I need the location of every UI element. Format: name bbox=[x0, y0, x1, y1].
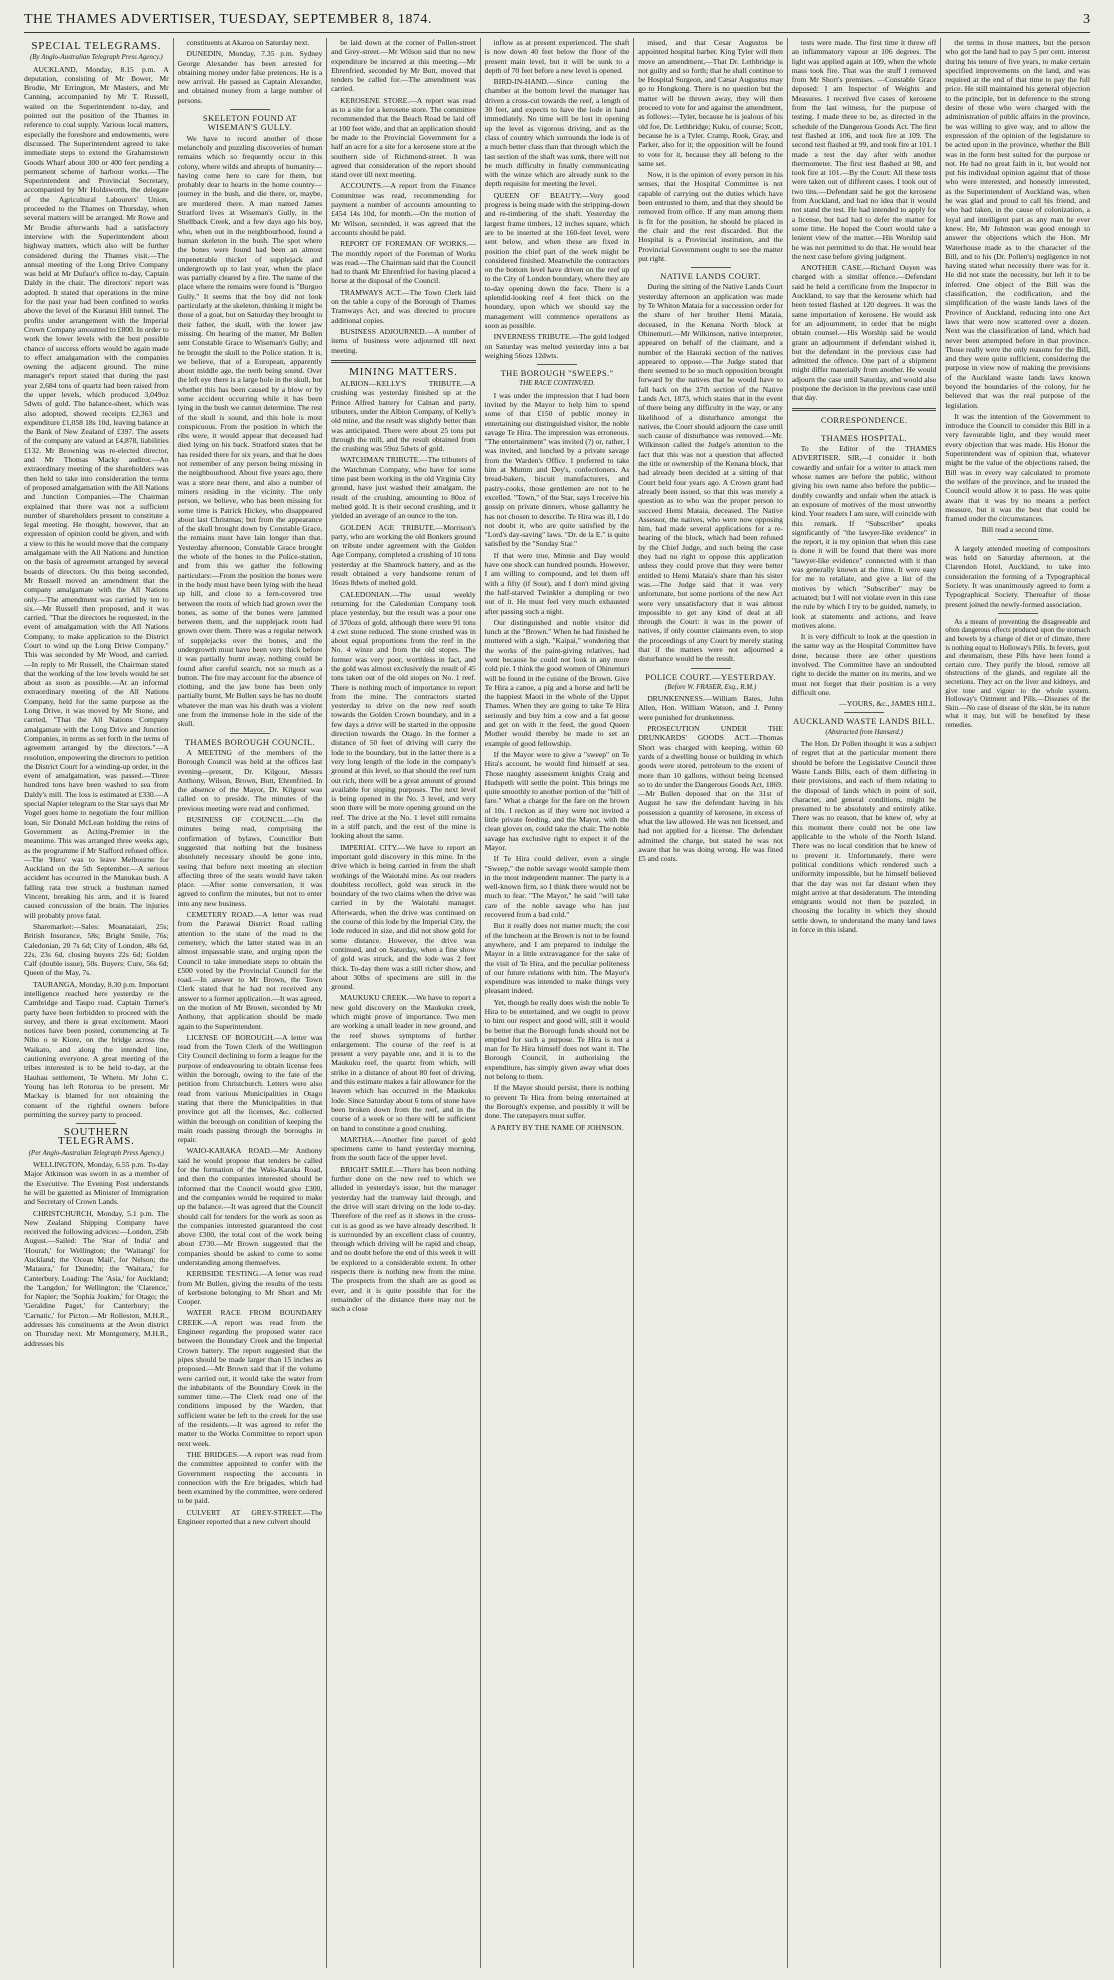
article-paragraph: BIRD-IN-HAND.—Since cutting the chamber at the bottom level the manager has driven a cross-cut towards the reef, a length of 30 feet, and expects to have the lode in hand immediately. No time will be lost in opening up the level as vigorous driving, and as the class of country which surrounds the lode is of a much better class than that through which the last section of the shaft was sunk, there will not be much difficulty in finally communicating with the winze which are already sunk to the depth requisite for meeting the level. bbox=[484, 77, 630, 189]
article-paragraph: But it really does not matter much; the cost of the luncheon at the Brown is not to be found anywhere, and I am prepared to indulge the Mayor in a little extravagance for the sake of the visit of Te Hira, and the peculiar politeness of our future relations with him. The Mayor's expenditure was intended to make things very pleasant indeed. bbox=[484, 921, 630, 996]
article-paragraph: MAUKUKU CREEK.—We have to report a new gold discovery on the Maukuku creek, which might prove of importance. Two men are working a small leader in new ground, and the reef shows symptoms of further enlargement. The course of the reef is at present a very payable one, and it is to the Maukuku reef, the quartz from which, will strike in a distance of about 80 feet of driving, and this estimate makes a fair allowance for the leaven which has occurred in the Maukuku lode. Since Saturday about 6 tons of stone have been broken down from the reef, and in the course of a week or so there will be sufficient on hand to constitute a good crushing. bbox=[331, 993, 476, 1133]
masthead bbox=[24, 8, 1090, 33]
section-divider bbox=[844, 712, 884, 713]
column-2 bbox=[178, 38, 323, 1968]
article-paragraph: It is very difficult to look at the question in the same way as the Hospital Committee have done, because there are other questions involved. The Committee have an undoubted right to decide the matter on its merits, and we must not forget that their position is a very difficult one. bbox=[791, 632, 937, 697]
article-paragraph: LICENSE OF BOROUGH.—A letter was read from the Town Clerk of the Wellington City Council declining to form a league for the purpose of endeavouring to obtain license fees within the borough, owing to the fate of the petition from Christchurch. Letters were also read from various Municipalities in Otago stating that there the Municipalities in that province got all the licenses, &c. collected within the borough on condition of keeping the main roads passing through the boroughs in repair. bbox=[177, 1032, 323, 1145]
article-paragraph: Now, it is the opinion of every person in his senses, that the Hospital Committee is not capable of carrying out the duties which have been entrusted to them, and that they should be removed from office. If any man among them is fit for the position, he should be placed in the chair and the rest discarded. But the Hospital is a Provincial institution, and the Provincial Government ought to see the matter put right. bbox=[638, 170, 783, 263]
borough-council-heading: THAMES BOROUGH COUNCIL. bbox=[184, 736, 316, 747]
article-paragraph: CULVERT AT GREY-STREET.—The Engineer reported that a new culvert should bbox=[177, 1507, 323, 1527]
section-divider bbox=[998, 613, 1038, 614]
article-paragraph: If that were true, Minnie and Day would have one shock can hundred pounds. However, I am willing to compound, and let them off with a fifty (if Sour), and I don't mind giving the half-starved Twinkler a dumpling or two out of it. He must feel very much exhausted after passing such a night. bbox=[484, 550, 630, 616]
column-3 bbox=[331, 38, 476, 1968]
article-paragraph: PROSECUTION UNDER THE DRUNKARDS' GOODS ACT.—Thomas Short was charged with keeping, within 60 yards of a dwelling house or building in which goods were stored, petroleum to the extent of more than 10 gallons, without being licensed so to do under the Dangerous Goods Act, 1869.—Mr Bullen deposed that on the 31st of August he saw the defendant having in his possession a quantity of kerosene, in excess of what the law allowed. He was not licensed, and had not applied for a license. The defendant admitted the charge, but stated he was not aware that he was doing wrong. He was fined £5 and costs. bbox=[638, 724, 783, 864]
article-paragraph: We have to record another of those melancholy and puzzling discoveries of human remains which so frequently occur in this colony, where wilds and abrupts of humanity—having come here to care for them, but probably dear to hearts in the home country—journey in the bush, and die there, or, maybe, are murdered there. A man named James Stratford lives at Wiseman's Gully, in the Shellback Creek, and a few days ago his boy, who, when out in the neighbourhood, found a human skeleton in the bush. The spot where the bones were found had been an almost impenetrable thicket of supplejack and undergrowth up to last year, when the place was partially cleared by a fire. The name of the place where the remains were found is "Burgoo Gully." It seems that the boy did not look particularly at the skeleton, thinking it might be those of a goat, but on Saturday they brought to their father, the skull, with the lower jaw missing. On hearing of the matter, Mr Bullen sent Constable Grace to Wiseman's Gully; and he brought the skull to the Police station. It is, we believe, that of a European, apparently about middle age, the teeth being sound. Over the left eye there is a large hole in the skull, but whether this has been caused by a blow or by some accident occurring while it has been lying in the bush we cannot determine. The rest of the skull is sound, and this hole is most conspicuous. From the position in which the ribs were, it would appear that deceased had died lying on his back. Stratford states that he has resided there for six years, and that he does not remember of any person being missing in the neighbourhood. About five years ago, there was a store near there, and also a number of miners residing in the vicinity. The only person, we believe, who has been missing for some time is Patrick Hickey, who disappeared about last Christmas; but from the appearance of the skull brought down by Constable Grace, the remains must have lain longer than that. Yesterday afternoon, Constable Grace brought the whole of the bones to the Police-station, and from this we gather the following particulars:—From the position the bones were in the body must have been lying with the head up hill, and close to a fern-covered tree between the roots of which had grown over the bones, as some of the bones were jammed between them, and the supplejack roots had grown over them. There was a regular network of supplejacks over the bones, and the undergrowth must have been very thick before it was partially burnt away, nothing could be found after careful search, not so much as a button. The fire may account for the absence of clothing, and the jaw bone has been only partially burnt, Mr Bullen says he has no doubt whatever the man was his death was a violent one from the immense hole in the side of the skull. bbox=[177, 133, 323, 729]
southern-telegrams-heading: SOUTHERN TELEGRAMS. bbox=[57, 1126, 135, 1148]
masthead-title: THE THAMES ADVERTISER, TUESDAY, SEPTEMBER 8, 1874. bbox=[24, 12, 432, 27]
article-paragraph: constituents at Akaroa on Saturday next. bbox=[186, 38, 310, 47]
advertisement: As a means of preventing the disagreeable and often dangerous effects produced upon the stomach and bowels by a change of diet or of climate, there is nothing equal to Holloway's Pills. In fevers, gout and rheumatism, these Pills have been found a certain cure. They purify the blood, remove all obstructions of the glands, and regulate all the secretions. They act on the liver and kidneys, and give tone and vigour to the whole system. Holloway's Ointment and Pills.—Diseases of the Skin.—No case of disease of the skin, be its nature what it may, but will be benefited by these remedies. bbox=[945, 617, 1090, 729]
meeting-notice: A largely attended meeting of compositors was held on Saturday afternoon, at the Clarendon Hotel, Auckland, to take into consideration the forming of a Typographical Society. It was unanimously agreed to form a Typographical Society. Thereafter of those present joined the newly-formed association. bbox=[945, 543, 1090, 609]
article-paragraph: WATCHMAN TRIBUTE.—The tributers of the Watchman Company, who have for some time past been working in the old Virginia City ground, have just washed their amalgam, the result of the crushing, amounting to 80oz of melted gold. It is their second crushing, and it yielded an average of an ounce to the ton. bbox=[331, 455, 476, 521]
southern-telegrams-sub: (Per Anglo-Australian Telegraph Press Agency.) bbox=[28, 1148, 165, 1157]
article-paragraph: If the Mayor should persist, there is nothing to prevent Te Hira from being entertained at the Borough's expense, and possibly it will be done. The ratepayers must suffer. bbox=[484, 1083, 630, 1121]
article-paragraph: IMPERIAL CITY.—We have to report an important gold discovery in this mine. In the drive which is being carried in from the shaft workings of the Waiotahi mine. As our readers doubtless recollect, gold was struck in the boundary of the two claims when the drive was carried in by the Waiotahi manager. Afterwards, when the drive was continued on the course of this lode by the Imperial City, the lode reduced in size, and did not show gold for some distance. However, the drive was continued, and on Saturday, when a fine show of gold was struck, and the lode was 2 feet thick. To-day there was a still richer show, and about 30lbs of specimens are still in the ground. bbox=[331, 842, 476, 992]
article-paragraph: WELLINGTON, Monday, 6.55 p.m. To-day Major Atkinson was sworn in as a member of the Executive. The Evening Post understands he will be gazetted as Minister of Immigration and Secretary of Crown Lands. bbox=[24, 1160, 169, 1207]
waste-lands-sub: (Abstracted from Hansard.) bbox=[825, 727, 903, 736]
article-paragraph: tests were made. The first time it threw off an inflammatory vapour at 106 degrees. The light was applied again at 109, when the whole mass took fire. That was the stuff I removed from Mr Short's premises. —Constable Grace deposed: I am Inspector of Weights and Measures. I received five cases of kerosene from the last witness, for the purpose of testing. I made three to be, as directed in the schedule of the Dangerous Goods Act. The first test flashed at 106, and took fire at 109. The second test flashed at 99, and took fire at 101. I made a test the day after with another thermometer. The first test flashed at 98, and took fire at 101.—By the Court: All these tests were taken out of different cases. I took out of two tins.—Defendant said he got the kerosene from Auckland, and had no idea that it would not stand the test. He had intended to apply for a license, but had had to defer the matter for some time. He hoped the Court would take a lenient view of the matter.—His Worship said he was not permitted to do that. He would hear the next case before giving judgment. bbox=[791, 38, 937, 261]
article-paragraph: If the Mayor were to give a "sweep" on Te Hira's account, he would find himself at sea. Those naughty assessment knights Craig and Hudspeth will settle the point. This brings me quite smoothly to another portion of the "bill of fare." What a charge for the fare on the brown of 10s. I reckon as if they were not invited a little private feeding, and the Mayor, with the clean gloves on, could take the chair. The noble savage has exclusive right to expect it of the Mayor. bbox=[484, 749, 630, 852]
article-paragraph: Yet, though he really does wish the noble Te Hira to be entertained, and we ought to prove to him our respect and good will, still it would be better that the Borough funds should not be emptied for such a purpose. Te Hira is not a man for Te Hira himself does not want it. The Borough Council, in authorising the expenditure, has simply given away what does not belong to them. bbox=[484, 997, 630, 1082]
column-divider bbox=[173, 38, 174, 1968]
police-court-sub: (Before W. FRASER, Esq., R.M.) bbox=[664, 682, 757, 691]
skeleton-heading: SKELETON FOUND AT WISEMAN'S GULLY. bbox=[202, 113, 297, 133]
article-paragraph: CHRISTCHURCH, Monday, 5.1 p.m. The New Zealand Shipping Company have received the following advices:—London, 25th August.—Sailed: The 'Star of India' and 'Hourah,' for Wellington; the 'Waitangi' for Auckland; the 'Ocean Mail', for Nelson; the 'Mataura,' for Dunedin; the 'Waitara,' for Canterbury. Loading: The 'Asia,' for Auckland; the 'Langdon,' for Wellington; the 'Clarence,' for Napier; the 'Sophia Joakim,' for Otago; the 'Geraldine Paget,' for Canterbury; the 'Carnatic,' for Picton.—Mr Rolleston, M.H.R., addresses his constituents at the Avon district on Thursday next. Mr Montgomery, M.H.R., addresses his bbox=[24, 1208, 169, 1348]
article-paragraph: The Hon. Dr Pollen thought it was a subject of regret that at the particular moment there should be before the Legislative Council three Waste Lands Bills, each of them differing in their provisions, and each of them relating to the disposal of lands which in point of soil, character, and general conditions, might be presumed to be absolutely and entirely alike. There was no reason, that he knew of, why at this moment there could not be one law applicable to the whole of the North Island. There was no local condition that he knew of to prevent it. Unfortunately, there were political conditions which rendered such a uniformity impossible, but he himself believed that the day was not far distant when they might arrive at that desideratum. The intending emigrants would not then be puzzled, in choosing the locality in which they should settle down, to understand the many land laws in force in this island. bbox=[791, 739, 937, 935]
special-telegrams-heading: SPECIAL TELEGRAMS. bbox=[31, 40, 162, 52]
column-5 bbox=[638, 38, 783, 1968]
article-paragraph: CALEDONIAN.—The usual weekly returning for the Caledonian Company took place yesterday, but the result was a poor one of 370ozs of gold, although there were 91 tons 4 cwt stone reduced. The stone crushed was in about equal proportions from the reef in the No. 4 winze and from the old stopes. The former was very poor, worthless in fact, and the gold was almost exclusively the result of 45 tons taken out of the old stopes on No. 1 reef. There is nothing much of importance to report from the mine. The contractors started yesterday to drive on the new reef south towards the Golden Crown boundary, and in a few days a drive will be started in the opposite direction towards the Otago. In the former a distance of 50 feet of driving will carry the lode to the boundary, but in the latter there is a very long length of the lode in the company's ground at this level, so that should the reef turn out rich, there will be a great amount of ground available for stoping purposes. The next level is being opened in the No. 3 level, and very soon there will be more opening ground on the reef. The drive at the No. 1 level still remains in a stiff patch, and the rest of the mine is looking about the same. bbox=[331, 589, 476, 841]
section-divider bbox=[537, 364, 577, 365]
article-paragraph: inflow as at present experienced. The shaft is now down 40 feet below the floor of the present main level, but it will be sunk to a depth of 70 feet before a new level is opened. bbox=[484, 38, 630, 75]
section-divider bbox=[844, 429, 884, 430]
article-paragraph: KEROSENE STORE.—A report was read as to a site for a kerosene store. The committee recommended that the Beach Road be laid off at 100 feet wide, and that an application should be made to the Provincial Government for a half an acre for a site for a kerosene store at the southern side of Richmond-street. It was agreed that consideration of the report should stand over till next meeting. bbox=[331, 95, 476, 180]
article-closing: Bill read a second time. bbox=[981, 525, 1054, 535]
article-paragraph: THE BRIDGES.—A report was read from the committee appointed to confer with the Government respecting the accounts in connection with the Ere brigades, which had been examined by the committee, were ordered to be paid. bbox=[177, 1449, 323, 1506]
article-paragraph: During the sitting of the Native Lands Court yesterday afternoon an application was made by Te Whiton Mataia for a succession order for the share of her brother Hemi Mataia, deceased, in the Kenana North block at Ohinemuri.—Mr Wilkinson, native interpreter, appeared on behalf of the claimant, and a number of the Hauraki section of the natives appeared to oppose.—The Judge stated that there seemed to be so much opposition brought forward by the natives that he would have to fall back on the 37th section of the Native Lands Act, 1873, which states that in the event of there being any difficulty in the way, or any likelihood of a disturbance amongst the natives, the Court should adjourn the case until such cause of disturbance was removed.—Mr. Wilkinson called the Judge's attention to the fact that this was not a question that affected the title or ownership of the Kenana block, that had already been decided at a sitting of that Court held four years ago. A Crown grant had already been issued, so that this was merely a question as to who was the proper person to succeed Hemi Mataia, deceased. The Native Assessor, the natives, who were now opposing him, had made several applications for a re-hearing of the block, which had been refused by the Chief Judge, and such being the case they had no right to oppose this application unless they could prove that they were better entitled to Hemi Mataia's share than his sister was.—The Judge said that it was very unfortunate, but some portions of the new Act were very unsatisfactory that it was almost impossible to get any kind of deal at all through the Court: it was in the power of natives, if only counter claimants even, to stop the proceedings of any Court by merely stating that if the matters were not adjourned a disturbance would be the result. bbox=[638, 282, 783, 664]
article-paragraph: the terms in those matters, but the person who got the land had to pay 5 per cent. interest during his tenure of five years, to make certain specified improvements on the land, and was required at the end of that time to pay the full price. He still maintained his general objection to the principle, but in deference to the strong desire of those who were charged with the administration of public affairs in the province, he was willing to give way, and to allow the expression of the opinion of the legislature to be acted upon in the province, whether the Bill was in the form best suited for the purpose or not. He had no great faith in it, but would not put his individual opinion against that of those who were interested, and honestly interested, as the Superintendent of Auckland was, when he was glad and proud to call his friend, and who had taken, in the cause of colonization, a loyal and intelligent part as any man he ever knew. He, Mr Johnston was good enough to answer the objections which the Hon. Mr Waterhouse made as to the character of the Bill, and to his (Dr. Pollen's) negligence in not having stated what necessity there was for it. He did not state the necessity, but left it to be inferred. One object of the Bill was the classification, the codification, and the simplification of the waste lands laws of the Province of Auckland, reducing into one Act laws that were now scattered over a dozen. Next was the classification of land, which had never been attempted before in that province. Those really were the only reasons for the Bill, and they were quite sufficient, considering the purpose in view now of making the provisions of the Auckland waste lands laws known beyond the boundaries of the colony, for he believed that was the real purpose of the legislation. bbox=[945, 38, 1090, 410]
borough-sweeps-heading: THE BOROUGH "SWEEPS." bbox=[500, 368, 614, 379]
article-paragraph: BUSINESS OF COUNCIL.—On the minutes being read, comprising the confirmation of bylaws, Councillor Butt suggested that nothing but the business absolutely necessary should be gone into, seeing that before next meeting an election affecting three of the seats would have taken place. —After some conversation, it was agreed to confirm the minutes, but not to enter into any new business. bbox=[177, 815, 323, 908]
letter-signature: —YOURS, &c., JAMES HILL. bbox=[839, 699, 937, 709]
article-paragraph: be laid down at the corner of Pollen-street and Grey-street.—Mr Wilson said that no new expenditure be incurred at this meeting.—Mr Ehrenfried, seconded by Mr Butt, moved that tenders be called for.—The amendment was carried. bbox=[331, 38, 476, 94]
section-divider bbox=[230, 733, 270, 734]
column-divider bbox=[480, 38, 481, 1968]
page-number: 3 bbox=[1083, 12, 1090, 27]
article-paragraph: AUCKLAND, Monday, 8.15 p.m. A deputation, consisting of Mr Bower, Mr Brodie, Mr Errington, Mr Masters, and Mr Canning, accompanied by Mr T. Russell, waited on the Superintendent to-day, and pointed out the position of the Thames in reference to coal supply. Various local matters, especially the foreshore and endowments, were discussed. The Superintendent agreed to take immediate steps to extend the Grahamstown Goods Wharf about 300 or 400 feet pending a permanent scheme of harbour works.—The Superintendent and Provincial Secretary, accompanied by Mr Holdsworth, the delegate of the Agricultural Labourers' Union, proceeded to the Thames on Thursday, when several matters will be arranged. Mr Rowe and Mr Brodie afterwards had a satisfactory interview with the Superintendent about highway matters, which also will be further considered during the Thames visit.—The annual meeting of the Long Drive Company was held at Mr Dufaur's office to-day, Captain Daldy in the chair. The directors' report was adopted. It stated that operations in the mine for the past year had been confined to works above the level of the Kuranui Hill tunnel. The profits under arrangement with the Imperial Crown Company amounted to £800. In order to work the lower levels with the best possible chance of success efforts would be again made to effect amalgamation with the companies owning the adjacent ground. The mine manager's report stated that during the past year 2,684 tons of quartz had been raised from the upper levels, which produced 3,049oz 5dwts of gold. The balance-sheet, which was also adopted, showed receipts £2,363 and expenditure £1,058 18s 10d, leaving balance at the Bank of New Zealand of £397. The assets of the company are valued at £4,878, liabilities £132. Mr Browning was re-elected director, and Mr Thomas Macky auditor.—An extraordinary meeting of the shareholders was then held to take into consideration the terms of proposed amalgamation with the All Nations and Junction Companies.—The Chairman explained that there was not a sufficient number of shareholders present to constitute a legal meeting. He thought, however, that an expression of opinion could be given, and with a view to this he would move that the company amalgamate with the All Nations and Junction on the basis of agreement arranged by several boards of directors. On this being seconded, Mr Russell moved an amendment that the company amalgamate with the All Nations only.—The amendment was carried by ten to six.—Mr Russell then proposed, and it was carried, "That the directors be requested, in the event of amalgamation with the All Nations Company, to make application to the District Court to wind up the Long Drive Company." This was seconded by Mr Wood, and carried.—In reply to Mr Russell, the Chairman stated that the working of the low levels would be set about as soon as possible.—At an informal extraordinary meeting of the All Nations Company, held for the same purpose as the Long Drive, it was moved by Mr Stone, and carried, "That the All Nations Company amalgamate with the Long Drive and Junction Companies, in terms as set forth in the terms of agreement arranged by the directors."—A resolution, empowering the directors to petition the District Court for a winding-up order, in the event of amalgamation, was passed.—Three hundred tons have been washed to sea from Daldy's mill. The loss is estimated at £330.—A special Napier telegram to the Star says that Mr Vogel goes home to negotiate the four million loan, Sir Donald McLean holding the reins of Government as Acting-Premier in the meantime. This was arranged three weeks ago, as the programme if Mr Stafford refused office.—The 'Hero' was to leave Melbourne for Auckland on the 5th September.—A serious accident has occurred in the Manukau bush. A falling rata tree struck a bushman named Vincent, breaking his arm, and it is feared caused concussion of the brain. The injuries will probably prove fatal. bbox=[24, 64, 169, 920]
section-divider bbox=[691, 267, 731, 268]
article-paragraph: mised, and that Cesar Augustus be appointed hospital barber. King Tyler will then move an amendment,—That Dr. Lethbridge is not guilty and so forth; that he shall continue to be Hospital Surgeon, and Cæsar Augustus may go to Hongkong. There is no question but the matter will be thrown away, they will then proceed to vote for and against the amendment, as follows:—Tyler, because he is jealous of his old foe, Dr. Lethbridge; Kuku, of course; Scott, because he is a Tyler. Cramp, Rook, Gray, and Parker, also for it; the opposition will be found to vote for it, because they all belong to the same set. bbox=[638, 38, 783, 168]
section-divider bbox=[691, 668, 731, 669]
article-paragraph: If Te Hira could deliver, even a single "Sweep," the noble savage would sample them in the most independent manner. The party is a well-known firm, so I think there would not be much to fear. "The Mayor," he said "will take care of the noble savage who has just recovered from a bad cold." bbox=[484, 854, 630, 920]
column-divider bbox=[787, 38, 788, 1968]
article-paragraph: ANOTHER CASE.—Richard Ouyen was charged with a similar offence.—Defendant said he held a certificate from the Inspector in Auckland, to say that the kerosene which had been tested flashed at 120 degrees. It was the same importation of kerosene. He would ask for an adjournment, in order that he might obtain counsel.—His Worship said he would grant an adjournment if defendant wished it, but the defendant in the previous case had admitted the offence. One part of a shipment might differ materially from another. He would adjourn the case until Saturday, and would also postpone the decision in the previous case until that day. bbox=[791, 263, 937, 403]
article-paragraph: DUNEDIN, Monday, 7.35 p.m. Sydney George Alexander has been arrested for obtaining money under false pretences. He is a new arrival. He passed as Captain Alexander, and obtained money from a large number of persons. bbox=[177, 49, 323, 105]
column-1 bbox=[24, 38, 169, 1968]
section-divider bbox=[230, 109, 270, 110]
article-paragraph: GOLDEN AGE TRIBUTE.—Morrison's party, who are working the old Bonkers ground on tribute under agreement with the Golden Age Company, completed a crushing of 10 tons yesterday at the Shamrock battery, and as the result obtained a very handsome return of 16ozs 8dwts of melted gold. bbox=[331, 522, 476, 588]
columns bbox=[24, 38, 1090, 1968]
column-4 bbox=[485, 38, 630, 1968]
article-paragraph: INVERNESS TRIBUTE.—The gold lodged on Saturday was melted yesterday into a bar weighing 56ozs 12dwts. bbox=[484, 332, 630, 360]
article-paragraph: ALBION—KELLY'S TRIBUTE.—A crushing was yesterday finished up at the Prince Alfred battery for Calnan and party, tributers, under the Albion Company, of Kelly's old mine, and the result was slightly better than was anticipated. There were about 25 tons put through the mill, and the result obtained from the crushing was 59oz 5dwts of gold. bbox=[331, 379, 476, 454]
column-divider bbox=[940, 38, 941, 1968]
article-paragraph: Our distinguished and noble visitor did lunch at the "Brown." When he had finished he muttered with a sigh, "Kaipai," wondering that the works of the paint-giving relatives, had went because he could not look in any more cold pie. I think the good women of Ohinemuri will be found in the cuisine of the Brown. Give Te Hira a canoe, a pig and a horse and he'll be the happiest Maori in the whole of the Upper Thames. When they are going to take Te Hira seriously and buy him a cow and a fat goose and get on with it the feed, the good Queen Mother would thereby be made to set an example of good fellowship. bbox=[484, 617, 630, 748]
column-7 bbox=[945, 38, 1090, 1968]
thames-hospital-heading: THAMES HOSPITAL. bbox=[821, 432, 908, 443]
article-paragraph: MARTHA.—Another fine parcel of gold specimens came to hand yesterday morning, from the south face of the upper level. bbox=[331, 1134, 476, 1163]
article-paragraph: I was under the impression that I had been invited by the Mayor to help him to spend some of that £150 of public money in entertaining our distinguished visitor, the noble savage Te Hira. The impression was erroneous. "The entertainment" was invited (?) or, rather, I was invited, and lunched by a private savage from the Warden's Office. I preferred to take him at Mumm and Dey's, confectioners. As bread-bakers, biscuit manufacturers, and pastry-cooks, those gentlemen are not to be excelled. "Town," of the Star, says I receive his gossip on private dinners, whose gallantry he has not chosen to describe. Te Hira was ill, I do not doubt it, who are quite satisfied by the "Lord's day-saving" laws. "Dr. de la E." is quite satisfied by the "Sunday Star." bbox=[484, 390, 630, 549]
police-court-heading: POLICE COURT.—YESTERDAY. bbox=[645, 671, 776, 682]
article-paragraph: BUSINESS ADJOURNED.—A number of items of business were adjourned till next meeting. bbox=[331, 326, 476, 355]
section-divider bbox=[331, 360, 476, 363]
race-continued-sub: THE RACE CONTINUED. bbox=[519, 379, 595, 388]
article-paragraph: Sharemarket:—Sales: Moanataiari, 25s; British Insurance, 58s; Bright Smile, 76s; Caledonian, 20 7s 6d; City of London, 48s 6d, 22s, 23s 6d, closing buyers 22s 6d; Golden Calf (double issue), 50s. Buyers: Cure, 56s 6d; Queen of the May, 7s. bbox=[24, 921, 169, 978]
article-paragraph: KERBSIDE TESTING.—A letter was read from Mr Bullen, giving the results of the tests of kerbstone belonging to Mr Short and Mr Cooper. bbox=[177, 1269, 323, 1307]
column-divider bbox=[633, 38, 634, 1968]
article-paragraph: BRIGHT SMILE.—There has been nothing further done on the new reef to which we alluded in yesterday's issue, but the manager yesterday had the tramway laid through, and the drive will start driving on the lode to-day. Therefore of the reef as it shows in the cross-cut is as good as we have already described. It is surrounded by an excellent class of country, through which driving will be rapid and cheap, and no doubt before the end of this week it will be explored to a considerable extent. In other respects there is nothing new from the mine. The prospects from the shaft are as good as ever, and it is quite possible that for the remainder of the distance there may not be such a close bbox=[331, 1164, 476, 1314]
article-paragraph: REPORT OF FOREMAN OF WORKS.—The monthly report of the Foreman of Works was read.—The Chairman said that the Council had to thank Mr Ehrenfried for having placed a horse at the disposal of the Council. bbox=[331, 239, 476, 286]
article-paragraph: It was the intention of the Government to introduce the Council to consider this Bill in a very favourable light, and they would meet every objection that was made. His Honor the Superintendent was of opinion that, whatever might be the value of the objections raised, the Bill was in every way calculated to promote the welfare of the province, and he trusted the Council would allow it to pass. He was quite aware that it was by no means a perfect measure, but it was the best that could be framed under the circumstances. bbox=[945, 411, 1090, 524]
column-6 bbox=[792, 38, 937, 1968]
mining-matters-heading: MINING MATTERS. bbox=[349, 365, 458, 378]
article-paragraph: CEMETERY ROAD.—A letter was read from the Parawai District Road calling attention to the state of the road to the cemetery, which the latter stated was in an almost impassable state, and urging upon the Council to take immediate steps to obtain the £500 voted by the Provincial Council for the road.—In answer to Mr Brown, the Town Clerk stated that he had not received any answer to a former application.—It was agreed, on the motion of Mr Brown, seconded by Mr Anthony, that application should be made again to the Superintendent. bbox=[177, 910, 323, 1031]
correspondence-heading: CORRESPONDENCE. bbox=[820, 414, 908, 425]
column-divider bbox=[326, 38, 327, 1968]
article-paragraph: DRUNKENNESS.—William Bates, John Allen, Hon. William Watson, and J. Penny were punished for drunkenness. bbox=[638, 694, 783, 722]
section-divider bbox=[998, 539, 1038, 540]
special-telegrams-sub: (By Anglo-Australian Telegraph Press Agency.) bbox=[29, 53, 163, 62]
native-lands-heading: NATIVE LANDS COURT. bbox=[660, 271, 761, 282]
article-paragraph: TAURANGA, Monday, 8.30 p.m. Important intelligence reached here yesterday re the Cambridge and Taupo road. Captain Turner's party have been forbidden to proceed with the survey, and there is great excitement. Maori notices have been posted, commencing at Te Niho o te Kiore, on the bridge across the Waikato, and along the intended line, cautioning everyone. A great meeting of the tribes interested is to be held to-day, at the Hauhau settlement, Te Whetu. Mr John C. Young has left Rotorua to be present. Mr Mackay is blamed for not obtaining the consent of the rightful owners before permitting the survey party to proceed. bbox=[24, 979, 169, 1119]
article-paragraph: WATER RACE FROM BOUNDARY CREEK.—A report was read from the Engineer regarding the proposed water race between the Boundary Creek and the Imperial Crown battery. The report suggested that the pipes should be made larger than 15 inches as proposed.—Mr Brown said that if the volume were carried out, it would take the water from the inhabitants of the Boundary Creek in the summer time.—The Clerk read one of the conditions imposed by the Warden, that sufficient water be left to the creek for the use of the residents.—It was agreed to refer the matter to the Works Committee to report upon next week. bbox=[177, 1308, 323, 1448]
article-paragraph: TRAMWAYS ACT.—The Town Clerk laid on the table a copy of the Borough of Thames Tramways Act, and was directed to procure additional copies. bbox=[331, 287, 476, 325]
waste-lands-heading: AUCKLAND WASTE LANDS BILL. bbox=[793, 716, 936, 727]
article-paragraph: A MEETING of the members of the Borough Council was held at the offices last evening—present, Dr. Kilgour, Messrs Anthony, Wilson, Brown, Butt, Ehrenfried. In the absence of the Mayor, Dr. Kilgour was called on to preside. The minutes of the previous meeting were read and confirmed. bbox=[177, 747, 323, 813]
section-divider bbox=[792, 408, 937, 411]
article-paragraph: QUEEN OF BEAUTY.—Very good progress is being made with the stripping-down and re-timbering of the shaft. Yesterday the largest frame timbers, 12 inches square, which are to be inserted at the 160-feet level, were sent below, and when these are fixed in position the chief part of the work might be considered finished. Meanwhile the contractors on the bottom level have driven on the reef up to the City of London boundary, where they are to-day opening down the face. There is a splendid-looking reef 4 feet thick on the boundary, upon which we should say the management will commence operations as soon as possible. bbox=[484, 190, 630, 330]
article-paragraph: To the Editor of the THAMES ADVERTISER. SIR,—I consider it both cowardly and unfair for a writer to attack men whose names are before the public, without giving his own name also before the public—doubly cowardly and unfair when the attack is an exposure of motives of the most unworthy kind. Your readers I am sure, will coincide with this remark. If "Subscriber" speaks significantly of "the lawyer-like evidence" in the report, it is my opinion that when this case is done it will be found that there was more "lawyer-like evidence" connected with it than was generally known at the time. It were easy for me to retaliate, and give a list of the motives by which "Subscriber" may be actuated; but I will not violate even in this case the rule by which I try to be guided, namely, to look at statements and actions, and leave motives alone. bbox=[791, 444, 937, 630]
article-paragraph: WAIO-KARAKA ROAD.—Mr Anthony said he would propose that tenders be called for the formation of the Waio-Karaka Road, and then the companies interested should be informed that the Council would give £300, and the companies would be required to make up the balance.—It was agreed that the Council should call for tenders for the work as soon as the companies interested guaranteed the cost above £300, the total cost of the work being about £730.—Mr Brown suggested that the companies should be asked to come to some understanding among themselves. bbox=[177, 1146, 323, 1267]
article-signature: A PARTY BY THE NAME OF JOHNSON. bbox=[490, 1122, 624, 1132]
article-paragraph: ACCOUNTS.—A report from the Finance Committee was read, recommending for payment a number of accounts amounting to £454 14s 10d, for month.—On the motion of Mr Wilson, seconded, it was agreed that the accounts should be paid. bbox=[331, 181, 476, 237]
section-divider bbox=[76, 1123, 116, 1124]
